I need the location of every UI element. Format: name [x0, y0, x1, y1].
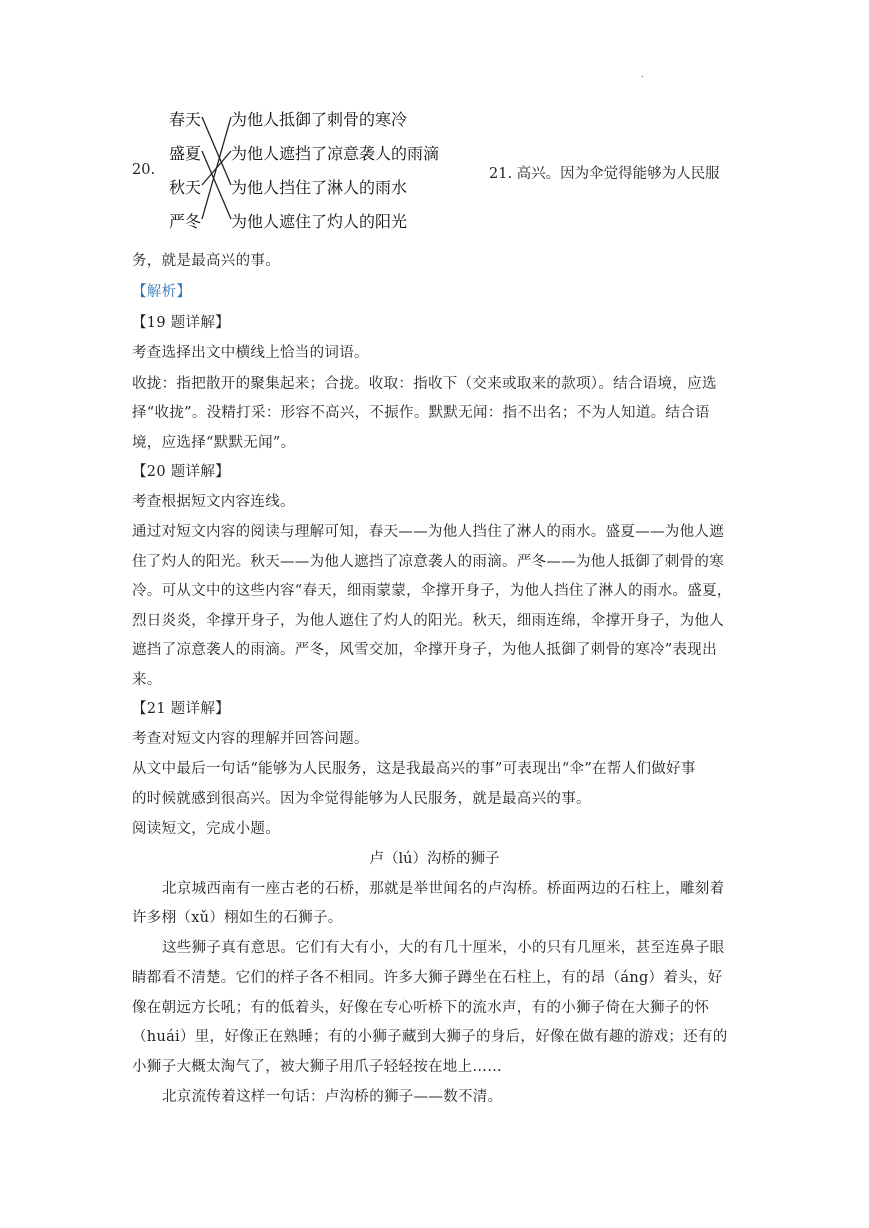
match-left-item: 秋天 — [169, 178, 202, 197]
passage-paragraph-line: 像在朝远方长吼；有的低着头，好像在专心听桥下的流水声，有的小狮子倚在大狮子的怀 — [132, 1000, 710, 1016]
sec21-line: 阅读短文，完成小题。 — [132, 821, 280, 837]
q21-answer-line2: 务，就是最高兴的事。 — [132, 253, 280, 269]
passage-paragraph-line: 许多栩（xǔ）栩如生的石狮子。 — [132, 910, 343, 926]
sec20-line: 住了灼人的阳光。秋天——为他人遮挡了凉意袭人的雨滴。严冬——为他人抵御了刺骨的寒 — [132, 554, 724, 570]
match-right-item: 为他人遮挡了凉意袭人的雨滴 — [231, 144, 440, 163]
match-right-item: 为他人抵御了刺骨的寒冷 — [231, 110, 408, 129]
q21-answer-line1: 21. 高兴。因为伞觉得能够为人民服 — [489, 166, 720, 182]
sec21-line: 的时候就感到很高兴。因为伞觉得能够为人民服务，就是最高兴的事。 — [132, 791, 591, 807]
match-right-item: 为他人遮住了灼人的阳光 — [231, 212, 408, 231]
matching-lines — [0, 0, 869, 260]
match-left-item: 盛夏 — [169, 144, 202, 163]
match-connector-line — [202, 117, 231, 185]
passage-paragraph-line: 睛都看不清楚。它们的样子各不相同。许多大狮子蹲坐在石柱上，有的昂（áng）着头，好 — [132, 970, 723, 986]
passage-paragraph-line: （huái）里，好像正在熟睡；有的小狮子藏到大狮子的身后，好像在做有趣的游戏；还有的 — [132, 1029, 728, 1045]
sec19-title: 【19 题详解】 — [132, 315, 230, 331]
sec19-line: 择“收拢”。没精打采：形容不高兴，不振作。默默无闻：指不出名；不为人知道。结合语 — [132, 405, 710, 421]
sec20-line: 烈日炎炎，伞撑开身子，为他人遮住了灼人的阳光。秋天，细雨连绵，伞撑开身子，为他人 — [132, 613, 724, 629]
sec20-line: 来。 — [132, 672, 162, 688]
match-right-item: 为他人挡住了淋人的雨水 — [231, 178, 408, 197]
sec20-line: 冷。可从文中的这些内容“春天，细雨蒙蒙，伞撑开身子，为他人挡住了淋人的雨水。盛夏， — [132, 583, 732, 599]
match-connector-line — [202, 151, 231, 219]
analysis-label: 【解析】 — [132, 284, 192, 300]
match-left-item: 春天 — [169, 110, 202, 129]
sec20-title: 【20 题详解】 — [132, 464, 230, 480]
sec20-line: 考查根据短文内容连线。 — [132, 494, 295, 510]
passage-title: 卢（lú）沟桥的狮子 — [369, 851, 500, 867]
sec19-line: 境，应选择“默默无闻”。 — [132, 435, 296, 451]
passage-paragraph-line: 这些狮子真有意思。它们有大有小，大的有几十厘米，小的只有几厘米，甚至连鼻子眼 — [162, 940, 725, 956]
q20-number: 20. — [132, 162, 156, 178]
sec19-line: 收拢：指把散开的聚集起来；合拢。收取：指收下（交来或取来的款项）。结合语境，应选 — [132, 376, 717, 392]
sec20-line: 通过对短文内容的阅读与理解可知，春天——为他人挡住了淋人的雨水。盛夏——为他人遮 — [132, 524, 724, 540]
match-left-item: 严冬 — [169, 212, 202, 231]
sec21-line: 从文中最后一句话“能够为人民服务，这是我最高兴的事”可表现出“伞”在帮人们做好事 — [132, 761, 696, 777]
sec19-line: 考查选择出文中横线上恰当的词语。 — [132, 345, 369, 361]
match-connector-line — [202, 117, 231, 219]
passage-paragraph-line: 小狮子大概太淘气了，被大狮子用爪子轻轻按在地上…… — [132, 1059, 502, 1075]
passage-paragraph-line: 北京城西南有一座古老的石桥，那就是举世闻名的卢沟桥。桥面两边的石柱上，雕刻着 — [162, 881, 725, 897]
sec21-title: 【21 题详解】 — [132, 701, 230, 717]
page-dot-mark: . — [641, 70, 644, 80]
sec21-line: 考查对短文内容的理解并回答问题。 — [132, 731, 369, 747]
sec20-line: 遮挡了凉意袭人的雨滴。严冬，风雪交加，伞撑开身子，为他人抵御了刺骨的寒冷”表现出 — [132, 642, 717, 658]
passage-paragraph-line: 北京流传着这样一句话：卢沟桥的狮子——数不清。 — [162, 1089, 503, 1105]
